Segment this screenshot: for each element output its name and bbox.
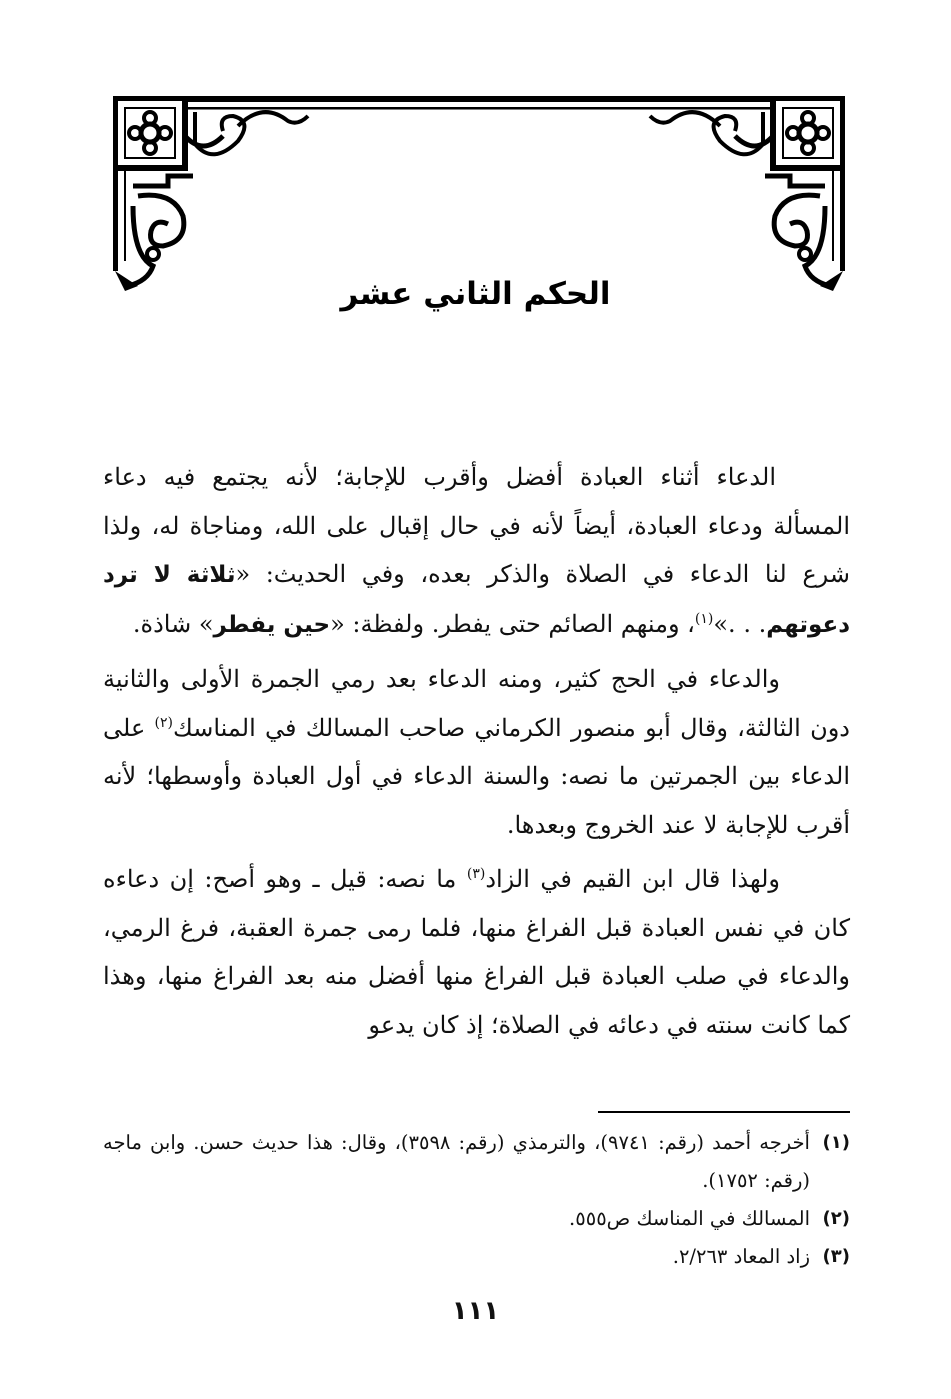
footnote-ref-3[interactable]: (٣): [466, 866, 486, 882]
paragraph-3: [103, 855, 850, 1049]
chapter-title: الحكم الثاني عشر: [340, 276, 611, 312]
paragraph-1: [103, 453, 850, 649]
footnote-3: [103, 1238, 850, 1276]
paragraph-3-text-b: ما نصه: قيل ـ وهو أصح: إن دعاءه كان في نفس العبادة قبل الفراغ منها، فلما رمى جمرة العقبة، فرغ الرمي، والدعاء في صلب العبادة قبل الفراغ منها أفضل منه بعد الفراغ منها، وهذا كما كانت سنته في دعائه في الصلاة؛ إذ كان يدعو: [103, 865, 850, 1039]
page-number: ١١١: [451, 1296, 500, 1326]
footnote-number: (٢): [822, 1208, 850, 1229]
footnote-2: [103, 1200, 850, 1238]
phrase-quote: حين يفطر: [213, 611, 331, 638]
paragraph-3-text-a: ولهذا قال ابن القيم في الزاد: [485, 865, 780, 893]
left-corner-ornament: [115, 98, 308, 286]
main-text: [103, 453, 850, 1055]
footnote-ref-2[interactable]: (٢): [154, 714, 173, 731]
right-corner-ornament: [650, 98, 843, 286]
paragraph-2-text-b: على الدعاء بين الجمرتين ما نصه: والسنة الدعاء في أول العبادة وأوسطها؛ لأنه أقرب للإجابة لا عند الخروج وبعدها.: [103, 713, 850, 839]
footnote-1: [103, 1124, 850, 1200]
footnote-text: زاد المعاد ٢/٢٦٣.: [672, 1245, 810, 1268]
paragraph-1-text-a: الدعاء أثناء العبادة أفضل وأقرب للإجابة؛ لأنه يجتمع فيه دعاء المسألة ودعاء العبادة، أيضاً لأنه في حال إقبال على الله، ومناجاة له، ولذا شرع لنا الدعاء في الصلاة والذكر بعده، وفي الحديث: «: [103, 463, 850, 588]
paragraph-1-text-c: . . .»: [713, 609, 767, 638]
footnotes: [103, 1124, 850, 1276]
paragraph-1-text-f: » شاذة.: [132, 609, 214, 638]
footnote-ref-1[interactable]: (١): [694, 610, 714, 627]
paragraph-2: [103, 655, 850, 849]
hadith-quote: ثلاثة لا ترد دعوتهم: [103, 562, 850, 638]
footnote-number: (٣): [822, 1246, 850, 1267]
footnote-text: أخرجه أحمد (رقم: ٩٧٤١)، والترمذي (رقم: ٣٥٩٨)، وقال: هذا حديث حسن. وابن ماجه (رقم: ١٧٥٢).: [103, 1131, 810, 1192]
decorative-header-frame: [113, 96, 845, 306]
paragraph-1-text-d: ، ومنهم الصائم حتى يفطر. ولفظة: «: [330, 609, 695, 638]
paragraph-2-text-a: والدعاء في الحج كثير، ومنه الدعاء بعد رمي الجمرة الأولى والثانية دون الثالثة، وقال أبو منصور الكرماني صاحب المسالك في المناسك: [103, 665, 850, 742]
footnote-number: (١): [822, 1132, 850, 1153]
footnote-separator: [598, 1111, 850, 1113]
footnote-text: المسالك في المناسك ص٥٥٥.: [569, 1207, 810, 1230]
